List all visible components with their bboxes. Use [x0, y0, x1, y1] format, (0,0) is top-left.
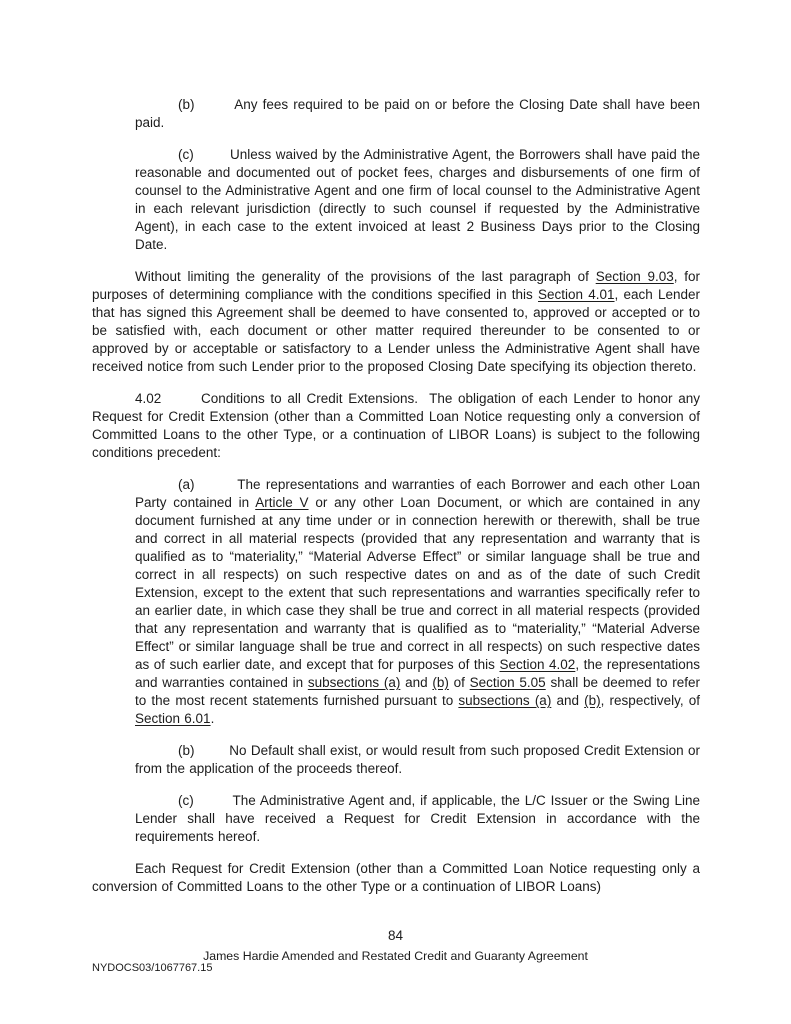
paragraph-representations: [135, 476, 700, 728]
paragraph-fees-paid: [135, 96, 700, 132]
section-reference: Article V: [255, 495, 309, 510]
paragraph-each-request: [92, 860, 700, 896]
text-run: , respectively, of: [600, 693, 700, 708]
text-run: or any other Loan Document, or which are contained in any document furnished at any time under or in connection herewith or therewith, shall be true and correct in all material respects (provided that any representation and warranty that is qualified as to “materiality,” “Material Adverse Effect” or similar language shall be true and correct in all respects) on such respective dates on and as of the date of such Credit Extension, except to the extent that such representations and warranties specifically refer to an earlier date, in which case they shall be true and correct in all material respects (provided that any representation and warranty that is qualified as to “materiality,” “Material Adverse Effect” or similar language shall be true and correct in all respects) on such respective dates as of such earlier date, and except that for purposes of this: [135, 495, 700, 672]
document-reference: NYDOCS03/1067767.15: [92, 962, 213, 974]
text-run: Each Request for Credit Extension (other than a Committed Loan Notice requesting only a conversion of Committed Loans to the other Type or a continuation of LIBOR Loans): [92, 861, 700, 894]
text-run: shall be deemed to refer to the most recent statements furnished pursuant to: [135, 675, 701, 708]
document-body: [92, 96, 700, 896]
text-run: and: [551, 693, 585, 708]
footer-document-title: James Hardie Amended and Restated Credit and Guaranty Agreement: [203, 949, 588, 963]
text-run: , each Lender that has signed this Agreement shall be deemed to have consented to, approved or accepted or to be satisfied with, each document or other matter required thereunder to be consented to or approved by or acceptable or satisfactory to a Lender unless the Administrative Agent shall have received notice from such Lender prior to the proposed Closing Date specifying its objection thereto.: [92, 287, 700, 374]
text-run: (a) The representations and warranties of each Borrower and each other Loan Party contained in: [135, 477, 700, 510]
page-number: 84: [387, 928, 404, 943]
text-run: (c) The Administrative Agent and, if applicable, the L/C Issuer or the Swing Line Lender shall have received a Request for Credit Extension in accordance with the requirements hereof.: [135, 793, 700, 844]
text-run: of: [448, 675, 470, 690]
section-reference: Section 9.03: [595, 269, 674, 284]
paragraph-section-4-02-heading: [92, 390, 700, 462]
paragraph-request-received: [135, 792, 700, 846]
section-reference: (b): [584, 693, 601, 708]
section-reference: (b): [432, 675, 449, 690]
paragraph-no-default: [135, 742, 700, 778]
text-run: (c) Unless waived by the Administrative Agent, the Borrowers shall have paid the reasonable and documented out of pocket fees, charges and disbursements of one firm of counsel to the Administrative Agent and one firm of local counsel to the Administrative Agent in each relevant jurisdiction (directly to such counsel if requested by the Administrative Agent), in each case to the extent invoiced at least 2 Business Days prior to the Closing Date.: [135, 147, 700, 252]
section-reference: Section 5.05: [469, 675, 546, 690]
text-run: (b) Any fees required to be paid on or before the Closing Date shall have been paid.: [135, 97, 700, 130]
text-run: and: [400, 675, 433, 690]
section-reference: subsections (a): [458, 693, 552, 708]
text-run: .: [210, 711, 215, 726]
text-run: Without limiting the generality of the provisions of the last paragraph of: [135, 269, 596, 284]
section-reference: Section 4.01: [538, 287, 615, 302]
text-run: (b) No Default shall exist, or would result from such proposed Credit Extension or from the application of the proceeds thereof.: [135, 743, 700, 776]
section-reference: subsections (a): [307, 675, 401, 690]
text-run: , for purposes of determining compliance with the conditions specified in this: [92, 269, 701, 302]
paragraph-counsel-fees: [135, 146, 700, 254]
section-reference: Section 6.01: [135, 711, 211, 726]
section-reference: Section 4.02: [499, 657, 576, 672]
paragraph-without-limiting: [92, 268, 700, 376]
text-run: 4.02 Conditions to all Credit Extensions. The obligation of each Lender to honor any Request for Credit Extension (other than a Committed Loan Notice requesting only a conversion of Committed Loans to the other Type, or a continuation of LIBOR Loans) is subject to the following conditions precedent:: [92, 391, 700, 460]
text-run: , the representations and warranties contained in: [135, 657, 700, 690]
